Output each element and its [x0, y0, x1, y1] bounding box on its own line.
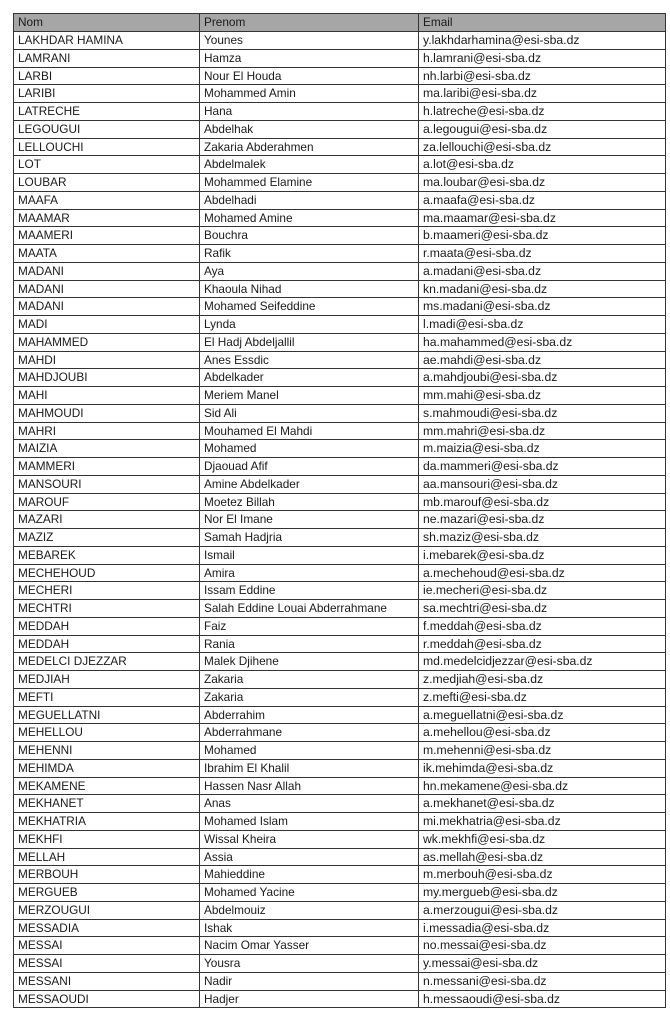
cell-nom: MAAFA [14, 191, 200, 209]
table-row [14, 724, 666, 742]
table-row [14, 617, 666, 635]
cell-nom: MEBAREK [14, 546, 200, 564]
cell-prenom: Ismail [200, 546, 419, 564]
cell-nom: MAAMAR [14, 209, 200, 227]
cell-email: ne.mazari@esi-sba.dz [419, 511, 666, 529]
column-header-prenom: Prenom [200, 14, 419, 32]
table-row [14, 706, 666, 724]
cell-prenom: Assia [200, 848, 419, 866]
table-row [14, 919, 666, 937]
table-row [14, 369, 666, 387]
table-body [14, 32, 666, 1008]
cell-email: da.mammeri@esi-sba.dz [419, 458, 666, 476]
cell-prenom: Zakaria [200, 688, 419, 706]
cell-prenom: Khaoula Nihad [200, 280, 419, 298]
cell-email: m.maizia@esi-sba.dz [419, 440, 666, 458]
cell-email: my.mergueb@esi-sba.dz [419, 884, 666, 902]
cell-email: z.mefti@esi-sba.dz [419, 688, 666, 706]
table-row [14, 529, 666, 547]
cell-prenom: Hana [200, 103, 419, 121]
cell-email: sh.maziz@esi-sba.dz [419, 529, 666, 547]
cell-nom: MAZIZ [14, 529, 200, 547]
cell-prenom: Abdelkader [200, 369, 419, 387]
cell-email: mi.mekhatria@esi-sba.dz [419, 813, 666, 831]
cell-nom: MEFTI [14, 688, 200, 706]
cell-nom: MEHIMDA [14, 759, 200, 777]
cell-email: i.mebarek@esi-sba.dz [419, 546, 666, 564]
cell-nom: MAZARI [14, 511, 200, 529]
table-row [14, 813, 666, 831]
cell-email: r.meddah@esi-sba.dz [419, 635, 666, 653]
table-row [14, 848, 666, 866]
table-row [14, 85, 666, 103]
table-row [14, 742, 666, 760]
cell-email: y.lakhdarhamina@esi-sba.dz [419, 32, 666, 50]
cell-prenom: Issam Eddine [200, 582, 419, 600]
cell-nom: MEHENNI [14, 742, 200, 760]
cell-nom: LOT [14, 156, 200, 174]
cell-prenom: Anes Essdic [200, 351, 419, 369]
table-row [14, 49, 666, 67]
cell-nom: MAATA [14, 245, 200, 263]
table-row [14, 972, 666, 990]
table-row [14, 262, 666, 280]
cell-nom: MECHERI [14, 582, 200, 600]
table-row [14, 493, 666, 511]
cell-email: s.mahmoudi@esi-sba.dz [419, 404, 666, 422]
cell-prenom: Ibrahim El Khalil [200, 759, 419, 777]
cell-email: as.mellah@esi-sba.dz [419, 848, 666, 866]
cell-prenom: Mohammed Amin [200, 85, 419, 103]
cell-prenom: Zakaria [200, 671, 419, 689]
cell-prenom: Rania [200, 635, 419, 653]
cell-email: l.madi@esi-sba.dz [419, 316, 666, 334]
cell-email: a.meguellatni@esi-sba.dz [419, 706, 666, 724]
table-row [14, 688, 666, 706]
cell-prenom: Mouhamed El Mahdi [200, 422, 419, 440]
cell-nom: MAHRI [14, 422, 200, 440]
cell-email: a.madani@esi-sba.dz [419, 262, 666, 280]
cell-nom: MESSAI [14, 937, 200, 955]
cell-email: r.maata@esi-sba.dz [419, 245, 666, 263]
table-row [14, 546, 666, 564]
cell-nom: MADANI [14, 262, 200, 280]
table-row [14, 777, 666, 795]
cell-nom: MECHEHOUD [14, 564, 200, 582]
cell-prenom: Abdelmouiz [200, 901, 419, 919]
table-row [14, 937, 666, 955]
cell-nom: LARBI [14, 67, 200, 85]
cell-email: a.mekhanet@esi-sba.dz [419, 795, 666, 813]
cell-email: a.lot@esi-sba.dz [419, 156, 666, 174]
table-row [14, 227, 666, 245]
cell-prenom: Amine Abdelkader [200, 475, 419, 493]
table-row [14, 32, 666, 50]
cell-nom: MEDELCI DJEZZAR [14, 653, 200, 671]
cell-email: h.latreche@esi-sba.dz [419, 103, 666, 121]
cell-prenom: Zakaria Abderahmen [200, 138, 419, 156]
cell-prenom: Mohammed Elamine [200, 174, 419, 192]
cell-email: ma.loubar@esi-sba.dz [419, 174, 666, 192]
cell-email: h.lamrani@esi-sba.dz [419, 49, 666, 67]
cell-nom: MEKHATRIA [14, 813, 200, 831]
table-row [14, 174, 666, 192]
student-email-table [13, 13, 666, 1008]
table-row [14, 103, 666, 121]
cell-nom: MAHAMMED [14, 333, 200, 351]
cell-email: a.legougui@esi-sba.dz [419, 120, 666, 138]
cell-prenom: Mohamed Amine [200, 209, 419, 227]
table-row [14, 955, 666, 973]
cell-email: b.maameri@esi-sba.dz [419, 227, 666, 245]
cell-email: a.merzougui@esi-sba.dz [419, 901, 666, 919]
cell-email: f.meddah@esi-sba.dz [419, 617, 666, 635]
cell-nom: MAHDJOUBI [14, 369, 200, 387]
cell-email: h.messaoudi@esi-sba.dz [419, 990, 666, 1008]
cell-email: sa.mechtri@esi-sba.dz [419, 600, 666, 618]
table-row [14, 316, 666, 334]
table-row [14, 475, 666, 493]
cell-email: mm.mahi@esi-sba.dz [419, 387, 666, 405]
cell-email: nh.larbi@esi-sba.dz [419, 67, 666, 85]
cell-nom: MESSAI [14, 955, 200, 973]
cell-prenom: Mohamed [200, 440, 419, 458]
cell-nom: MEKHANET [14, 795, 200, 813]
cell-prenom: Abderrahim [200, 706, 419, 724]
cell-email: mb.marouf@esi-sba.dz [419, 493, 666, 511]
cell-prenom: Mohamed Islam [200, 813, 419, 831]
cell-email: za.lellouchi@esi-sba.dz [419, 138, 666, 156]
cell-nom: LATRECHE [14, 103, 200, 121]
cell-email: y.messai@esi-sba.dz [419, 955, 666, 973]
header-row [14, 14, 666, 32]
table-row [14, 635, 666, 653]
cell-email: n.messani@esi-sba.dz [419, 972, 666, 990]
cell-email: a.mehellou@esi-sba.dz [419, 724, 666, 742]
table-row [14, 458, 666, 476]
cell-email: ms.madani@esi-sba.dz [419, 298, 666, 316]
table-row [14, 280, 666, 298]
cell-nom: MAAMERI [14, 227, 200, 245]
cell-email: aa.mansouri@esi-sba.dz [419, 475, 666, 493]
cell-prenom: Yousra [200, 955, 419, 973]
cell-nom: MAIZIA [14, 440, 200, 458]
cell-prenom: Amira [200, 564, 419, 582]
cell-nom: MAHI [14, 387, 200, 405]
cell-nom: MEDDAH [14, 617, 200, 635]
table-row [14, 138, 666, 156]
cell-prenom: Hassen Nasr Allah [200, 777, 419, 795]
column-header-email: Email [419, 14, 666, 32]
cell-nom: MAROUF [14, 493, 200, 511]
cell-nom: LAMRANI [14, 49, 200, 67]
cell-prenom: Rafik [200, 245, 419, 263]
cell-nom: MEKAMENE [14, 777, 200, 795]
cell-prenom: Faiz [200, 617, 419, 635]
table-row [14, 600, 666, 618]
cell-nom: MAHMOUDI [14, 404, 200, 422]
cell-prenom: Malek Djihene [200, 653, 419, 671]
cell-nom: MANSOURI [14, 475, 200, 493]
table-row [14, 564, 666, 582]
table-row [14, 120, 666, 138]
cell-nom: MADI [14, 316, 200, 334]
cell-nom: MEDDAH [14, 635, 200, 653]
cell-nom: MESSANI [14, 972, 200, 990]
cell-email: wk.mekhfi@esi-sba.dz [419, 830, 666, 848]
cell-prenom: Younes [200, 32, 419, 50]
cell-nom: MERBOUH [14, 866, 200, 884]
table-row [14, 191, 666, 209]
cell-prenom: Nadir [200, 972, 419, 990]
cell-nom: MEHELLOU [14, 724, 200, 742]
cell-nom: LOUBAR [14, 174, 200, 192]
cell-email: z.medjiah@esi-sba.dz [419, 671, 666, 689]
cell-prenom: Aya [200, 262, 419, 280]
cell-email: ik.mehimda@esi-sba.dz [419, 759, 666, 777]
cell-prenom: Mohamed [200, 742, 419, 760]
table-row [14, 67, 666, 85]
table-row [14, 582, 666, 600]
cell-prenom: Mahieddine [200, 866, 419, 884]
table-row [14, 404, 666, 422]
cell-prenom: Anas [200, 795, 419, 813]
cell-nom: MADANI [14, 280, 200, 298]
cell-email: m.merbouh@esi-sba.dz [419, 866, 666, 884]
cell-prenom: Bouchra [200, 227, 419, 245]
cell-prenom: Meriem Manel [200, 387, 419, 405]
cell-email: mm.mahri@esi-sba.dz [419, 422, 666, 440]
cell-nom: MERGUEB [14, 884, 200, 902]
table-header [14, 14, 666, 32]
cell-prenom: Abdelmalek [200, 156, 419, 174]
cell-prenom: Salah Eddine Louai Abderrahmane [200, 600, 419, 618]
cell-prenom: El Hadj Abdeljallil [200, 333, 419, 351]
cell-prenom: Wissal Kheira [200, 830, 419, 848]
cell-nom: LARIBI [14, 85, 200, 103]
table-row [14, 901, 666, 919]
table-row [14, 387, 666, 405]
cell-email: a.mechehoud@esi-sba.dz [419, 564, 666, 582]
cell-prenom: Lynda [200, 316, 419, 334]
cell-nom: MESSADIA [14, 919, 200, 937]
cell-prenom: Abdelhadi [200, 191, 419, 209]
table-row [14, 298, 666, 316]
cell-nom: MELLAH [14, 848, 200, 866]
cell-email: kn.madani@esi-sba.dz [419, 280, 666, 298]
table-row [14, 422, 666, 440]
table-row [14, 795, 666, 813]
cell-email: ae.mahdi@esi-sba.dz [419, 351, 666, 369]
cell-nom: LAKHDAR HAMINA [14, 32, 200, 50]
cell-nom: MADANI [14, 298, 200, 316]
cell-prenom: Hadjer [200, 990, 419, 1008]
cell-email: m.mehenni@esi-sba.dz [419, 742, 666, 760]
table-row [14, 511, 666, 529]
cell-prenom: Hamza [200, 49, 419, 67]
table-row [14, 866, 666, 884]
cell-email: i.messadia@esi-sba.dz [419, 919, 666, 937]
cell-prenom: Mohamed Yacine [200, 884, 419, 902]
table-row [14, 156, 666, 174]
cell-email: md.medelcidjezzar@esi-sba.dz [419, 653, 666, 671]
cell-prenom: Djaouad Afif [200, 458, 419, 476]
cell-prenom: Nour El Houda [200, 67, 419, 85]
cell-prenom: Sid Ali [200, 404, 419, 422]
cell-prenom: Nacim Omar Yasser [200, 937, 419, 955]
cell-email: ha.mahammed@esi-sba.dz [419, 333, 666, 351]
cell-nom: LELLOUCHI [14, 138, 200, 156]
table-row [14, 245, 666, 263]
cell-prenom: Moetez Billah [200, 493, 419, 511]
table-row [14, 653, 666, 671]
cell-email: ma.laribi@esi-sba.dz [419, 85, 666, 103]
cell-email: hn.mekamene@esi-sba.dz [419, 777, 666, 795]
table-row [14, 884, 666, 902]
cell-prenom: Samah Hadjria [200, 529, 419, 547]
cell-nom: MAMMERI [14, 458, 200, 476]
cell-prenom: Nor El Imane [200, 511, 419, 529]
cell-prenom: Ishak [200, 919, 419, 937]
column-header-nom: Nom [14, 14, 200, 32]
cell-prenom: Abderrahmane [200, 724, 419, 742]
cell-email: a.mahdjoubi@esi-sba.dz [419, 369, 666, 387]
cell-email: ie.mecheri@esi-sba.dz [419, 582, 666, 600]
cell-nom: MECHTRI [14, 600, 200, 618]
cell-nom: MEKHFI [14, 830, 200, 848]
cell-nom: MERZOUGUI [14, 901, 200, 919]
table-row [14, 351, 666, 369]
table-row [14, 990, 666, 1008]
cell-email: a.maafa@esi-sba.dz [419, 191, 666, 209]
table-row [14, 671, 666, 689]
cell-nom: LEGOUGUI [14, 120, 200, 138]
table-row [14, 333, 666, 351]
cell-nom: MESSAOUDI [14, 990, 200, 1008]
cell-email: no.messai@esi-sba.dz [419, 937, 666, 955]
table-row [14, 440, 666, 458]
cell-nom: MEDJIAH [14, 671, 200, 689]
table-row [14, 209, 666, 227]
cell-prenom: Abdelhak [200, 120, 419, 138]
table-row [14, 759, 666, 777]
cell-nom: MAHDI [14, 351, 200, 369]
cell-nom: MEGUELLATNI [14, 706, 200, 724]
cell-prenom: Mohamed Seifeddine [200, 298, 419, 316]
cell-email: ma.maamar@esi-sba.dz [419, 209, 666, 227]
table-row [14, 830, 666, 848]
